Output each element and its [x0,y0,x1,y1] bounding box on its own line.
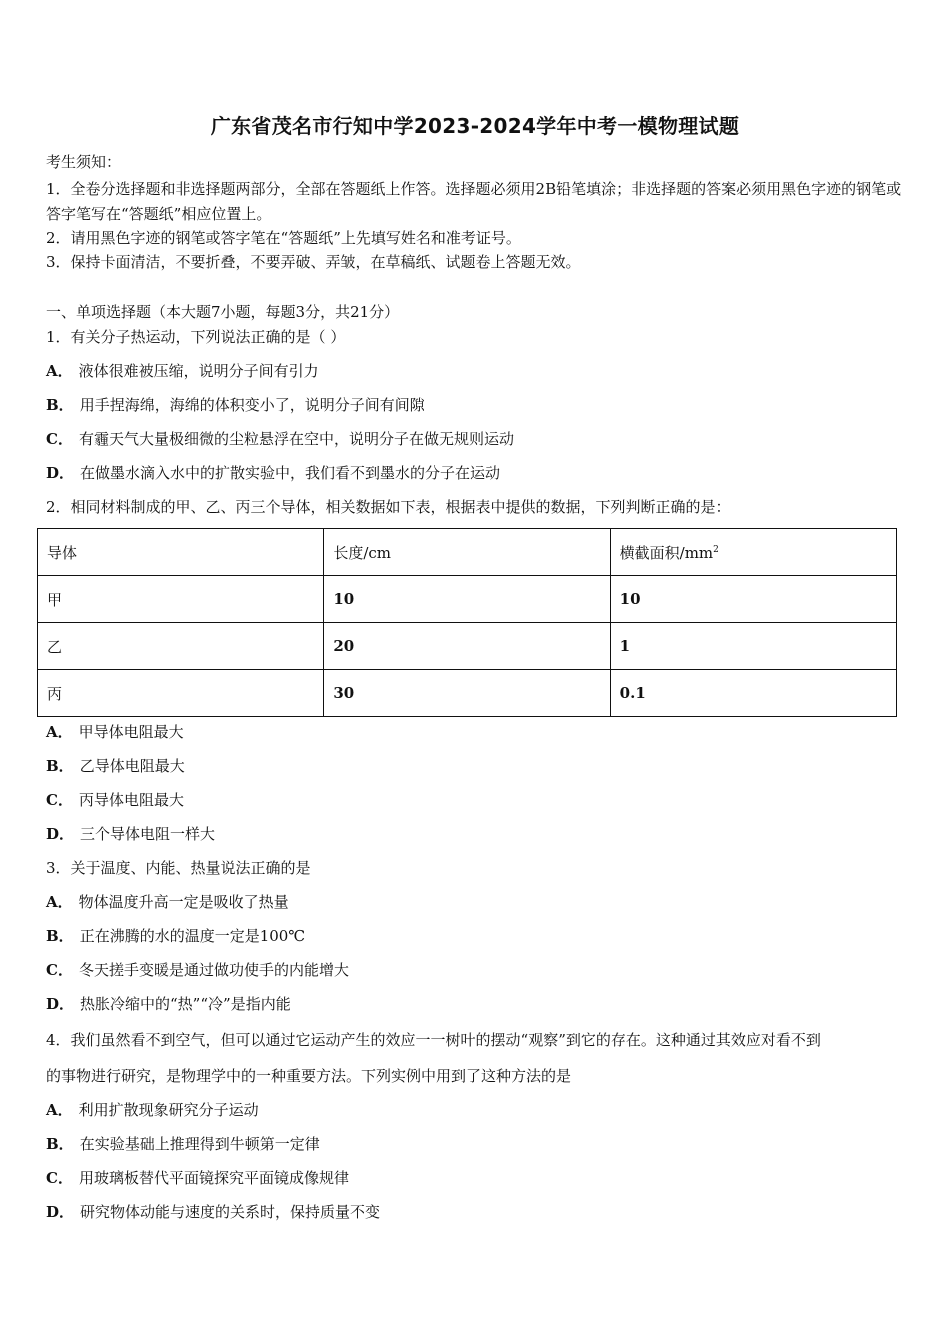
table-row [38,576,897,623]
option-letter: D． [46,464,75,482]
option-letter: B． [46,757,74,775]
question-2-option-d [46,824,215,844]
header-text: 横截面积/mm [619,543,714,562]
question-3-option-b [46,926,305,946]
option-letter: C． [46,1169,73,1187]
question-3-option-d [46,994,291,1014]
question-4-option-a [46,1100,259,1120]
table-cell: 10 [610,576,896,623]
table-header-cell: 导体 [38,529,324,576]
option-text: 在实验基础上推理得到牛顿第一定律 [79,1135,320,1153]
question-1-option-b [46,395,425,415]
superscript: 2 [713,544,719,555]
option-letter: A． [46,723,73,741]
question-1-option-d [46,463,500,483]
option-text: 三个导体电阻一样大 [80,825,216,843]
table-cell: 20 [324,623,610,670]
conductor-data-table [37,528,897,717]
table-cell: 10 [324,576,610,623]
option-text: 丙导体电阻最大 [78,791,184,809]
document-title: 广东省茂名市行知中学2023-2024学年中考一模物理试题 [210,114,740,138]
question-2-option-c [46,790,184,810]
table-cell: 1 [610,623,896,670]
question-4-option-b [46,1134,320,1154]
option-text: 利用扩散现象研究分子运动 [78,1101,259,1119]
option-letter: B． [46,927,74,945]
question-3-stem: 3．关于温度、内能、热量说法正确的是 [46,859,311,877]
option-letter: D． [46,1203,75,1221]
table-row [38,670,897,717]
question-3-option-c [46,960,349,980]
question-4-option-c [46,1168,349,1188]
question-1-stem: 1．有关分子热运动，下列说法正确的是（ ） [46,328,346,346]
table-header-row [38,529,897,576]
notice-item-1: 1．全卷分选择题和非选择题两部分，全部在答题纸上作答。选择题必须用2B铅笔填涂；非选择题的答案必须用黑色字迹的钢笔或答字笔写在“答题纸”相应位置上。 [46,180,902,223]
option-letter: A． [46,362,73,380]
question-3-option-a [46,892,289,912]
option-text: 液体很难被压缩，说明分子间有引力 [78,362,319,380]
option-text: 用玻璃板替代平面镜探究平面镜成像规律 [78,1169,349,1187]
option-letter: C． [46,961,73,979]
question-1-option-c [46,429,514,449]
option-letter: A． [46,893,73,911]
option-letter: C． [46,430,73,448]
table-cell: 乙 [38,623,324,670]
table-cell: 甲 [38,576,324,623]
option-text: 冬天搓手变暖是通过做功使手的内能增大 [78,961,349,979]
option-text: 用手捏海绵，海绵的体积变小了，说明分子间有间隙 [79,396,425,414]
option-text: 研究物体动能与速度的关系时，保持质量不变 [80,1203,381,1221]
notice-item-3: 3．保持卡面清洁，不要折叠，不要弄破、弄皱，在草稿纸、试题卷上答题无效。 [46,253,581,271]
notice-heading: 考生须知： [46,153,122,171]
option-letter: B． [46,396,74,414]
table-cell: 30 [324,670,610,717]
question-4-stem-line-2: 的事物进行研究，是物理学中的一种重要方法。下列实例中用到了这种方法的是 [46,1067,572,1085]
option-letter: D． [46,995,75,1013]
option-text: 物体温度升高一定是吸收了热量 [78,893,289,911]
option-text: 在做墨水滴入水中的扩散实验中，我们看不到墨水的分子在运动 [80,464,501,482]
option-letter: A． [46,1101,73,1119]
option-text: 有霾天气大量极细微的尘粒悬浮在空中，说明分子在做无规则运动 [78,430,514,448]
table-cell: 丙 [38,670,324,717]
table-row [38,623,897,670]
option-text: 乙导体电阻最大 [79,757,185,775]
question-2-option-b [46,756,185,776]
question-4-option-d [46,1202,380,1222]
table-header-cell: 长度/cm [324,529,610,576]
option-letter: D． [46,825,75,843]
option-letter: B． [46,1135,74,1153]
option-text: 热胀冷缩中的“热”“冷”是指内能 [80,995,291,1013]
question-2-stem: 2．相同材料制成的甲、乙、丙三个导体，相关数据如下表，根据表中提供的数据，下列判断正确的是： [46,498,731,516]
option-text: 甲导体电阻最大 [78,723,184,741]
question-2-option-a [46,722,184,742]
table-cell: 0.1 [610,670,896,717]
notice-item-2: 2．请用黑色字迹的钢笔或答字笔在“答题纸”上先填写姓名和准考证号。 [46,229,521,247]
option-letter: C． [46,791,73,809]
table-header-cell [610,529,896,576]
option-text: 正在沸腾的水的温度一定是100℃ [79,927,306,945]
section-heading: 一、单项选择题（本大题7小题，每题3分，共21分） [46,303,400,321]
question-4-stem-line-1: 4．我们虽然看不到空气，但可以通过它运动产生的效应一一树叶的摆动“观察”到它的存在。这种通过其效应对看不到 [46,1031,821,1049]
question-1-option-a [46,361,319,381]
